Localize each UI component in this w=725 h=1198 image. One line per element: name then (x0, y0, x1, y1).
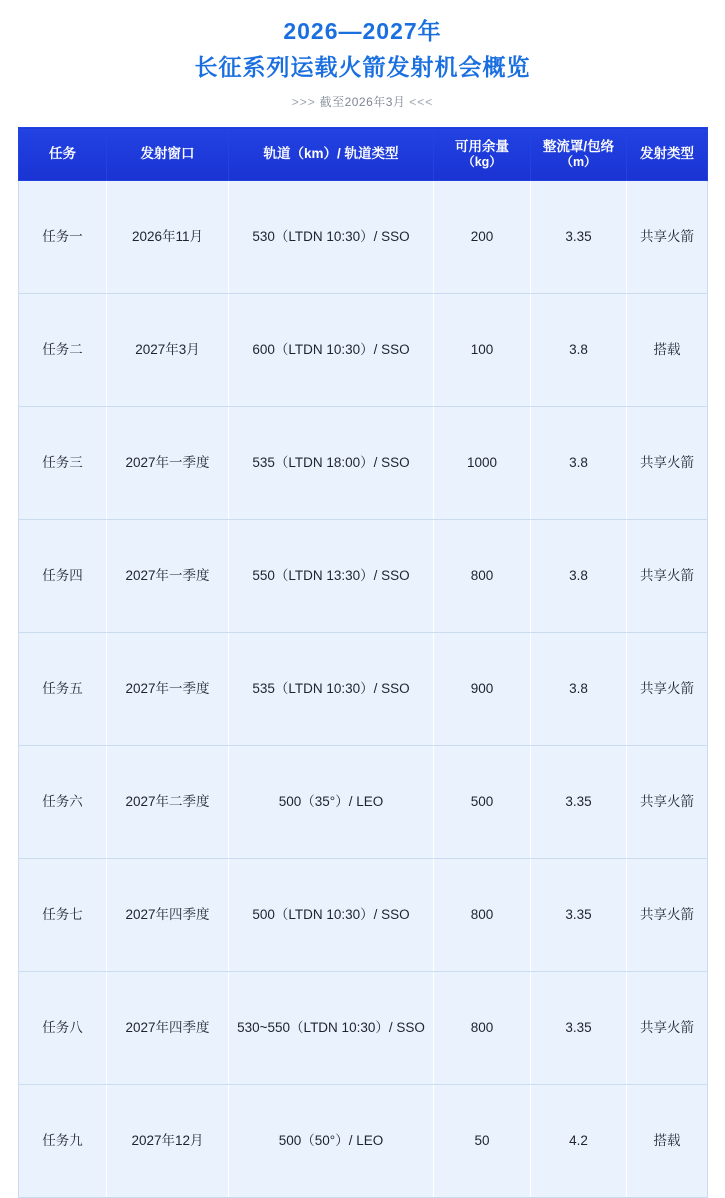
cell-window: 2026年11月 (107, 181, 229, 294)
cell-mass: 50 (434, 1085, 531, 1198)
cell-window: 2027年3月 (107, 294, 229, 407)
cell-type: 共享火箭 (627, 746, 708, 859)
cell-orbit: 500（35°）/ LEO (229, 746, 434, 859)
table-row (19, 972, 708, 1085)
cell-window: 2027年一季度 (107, 520, 229, 633)
cell-fairing: 3.35 (531, 181, 627, 294)
cell-task: 任务三 (19, 407, 107, 520)
table-row (19, 181, 708, 294)
table-row (19, 294, 708, 407)
cell-fairing: 4.2 (531, 1085, 627, 1198)
subtitle-right-arrows-icon: <<< (409, 95, 434, 109)
cell-task: 任务七 (19, 859, 107, 972)
cell-window: 2027年四季度 (107, 859, 229, 972)
page-title-main: 长征系列运载火箭发射机会概览 (194, 54, 531, 80)
column-header-orbit (229, 128, 434, 181)
cell-fairing: 3.35 (531, 859, 627, 972)
cell-fairing: 3.8 (531, 407, 627, 520)
cell-task: 任务九 (19, 1085, 107, 1198)
cell-orbit: 500（LTDN 10:30）/ SSO (229, 859, 434, 972)
cell-fairing: 3.35 (531, 746, 627, 859)
cell-orbit: 530~550（LTDN 10:30）/ SSO (229, 972, 434, 1085)
table-row (19, 633, 708, 746)
cell-orbit: 530（LTDN 10:30）/ SSO (229, 181, 434, 294)
cell-type: 共享火箭 (627, 181, 708, 294)
table-row (19, 859, 708, 972)
cell-mass: 800 (434, 520, 531, 633)
cell-window: 2027年四季度 (107, 972, 229, 1085)
cell-fairing: 3.8 (531, 520, 627, 633)
cell-fairing: 3.35 (531, 972, 627, 1085)
cell-task: 任务四 (19, 520, 107, 633)
subtitle-text: 截至2026年3月 (319, 95, 406, 109)
cell-mass: 800 (434, 859, 531, 972)
cell-orbit: 535（LTDN 10:30）/ SSO (229, 633, 434, 746)
cell-window: 2027年二季度 (107, 746, 229, 859)
column-header-mass-unit: （kg） (462, 154, 502, 169)
subtitle-left-arrows-icon: >>> (291, 95, 316, 109)
cell-type: 搭载 (627, 294, 708, 407)
cell-task: 任务一 (19, 181, 107, 294)
table-header-row (19, 128, 708, 181)
cell-fairing: 3.8 (531, 633, 627, 746)
column-header-type (627, 128, 708, 181)
column-header-orbit-label: 轨道（km）/ 轨道类型 (263, 146, 399, 161)
cell-type: 共享火箭 (627, 972, 708, 1085)
cell-task: 任务二 (19, 294, 107, 407)
cell-type: 共享火箭 (627, 520, 708, 633)
column-header-type-label: 发射类型 (640, 146, 694, 161)
cell-window: 2027年12月 (107, 1085, 229, 1198)
column-header-task-label: 任务 (49, 146, 76, 161)
column-header-fairing (531, 128, 627, 181)
column-header-fairing-label: 整流罩/包络 (542, 138, 615, 154)
cell-mass: 1000 (434, 407, 531, 520)
cell-mass: 500 (434, 746, 531, 859)
launch-table-wrapper (18, 127, 707, 1198)
cell-type: 搭载 (627, 1085, 708, 1198)
table-row (19, 407, 708, 520)
table-row (19, 746, 708, 859)
cell-task: 任务六 (19, 746, 107, 859)
cell-type: 共享火箭 (627, 407, 708, 520)
column-header-fairing-unit: （m） (560, 154, 597, 169)
cell-type: 共享火箭 (627, 859, 708, 972)
launch-opportunities-table (18, 127, 708, 1198)
cell-window: 2027年一季度 (107, 407, 229, 520)
cell-task: 任务八 (19, 972, 107, 1085)
column-header-mass-label: 可用余量 (455, 138, 509, 154)
page-subtitle (0, 93, 725, 110)
cell-mass: 100 (434, 294, 531, 407)
table-row (19, 520, 708, 633)
column-header-mass (434, 128, 531, 181)
cell-orbit: 550（LTDN 13:30）/ SSO (229, 520, 434, 633)
cell-task: 任务五 (19, 633, 107, 746)
column-header-window-label: 发射窗口 (140, 146, 195, 161)
column-header-task (19, 128, 107, 181)
cell-orbit: 500（50°）/ LEO (229, 1085, 434, 1198)
cell-orbit: 600（LTDN 10:30）/ SSO (229, 294, 434, 407)
cell-mass: 900 (434, 633, 531, 746)
table-row (19, 1085, 708, 1198)
cell-window: 2027年一季度 (107, 633, 229, 746)
cell-mass: 200 (434, 181, 531, 294)
column-header-window (107, 128, 229, 181)
cell-mass: 800 (434, 972, 531, 1085)
page-title-year: 2026—2027年 (283, 18, 442, 44)
page-header (0, 0, 725, 110)
cell-orbit: 535（LTDN 18:00）/ SSO (229, 407, 434, 520)
cell-type: 共享火箭 (627, 633, 708, 746)
cell-fairing: 3.8 (531, 294, 627, 407)
